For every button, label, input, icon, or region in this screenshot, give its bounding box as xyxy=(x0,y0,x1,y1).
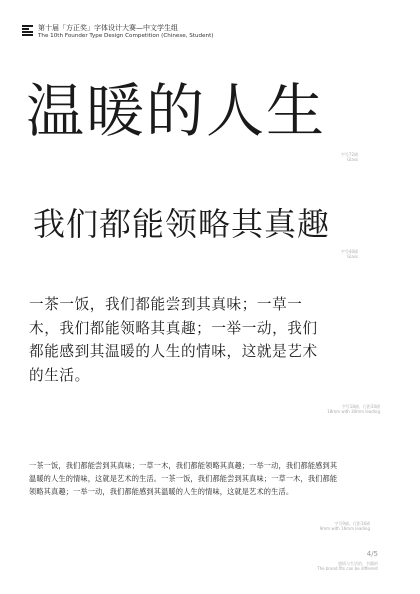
paragraph-large: 一茶一饭，我们都能尝到其真味；一草一木，我们都能领略其真趣；一举一动，我们都能感到其温暖的人生的情味，这就是艺术的生活。 xyxy=(29,296,318,384)
caption-paragraph-small: 字号9磅，行距16磅 9mm with 16mm leading xyxy=(319,521,370,532)
paragraph-small: 一茶一饭，我们都能尝到其真味；一草一木，我们都能领略其真趣；一举一动，我们都能感到其温暖的人生的情味，这就是艺术的生活。一茶一饭，我们都能尝到其真味；一草一木，我们都能领略其真趣；一举一动，我们都能感到其温暖的人生的情味，这就是艺术的生活。 xyxy=(29,461,338,497)
caption-title-size: 字号72磅 Glass xyxy=(340,152,358,163)
subtitle: 我们都能领略其真趣 xyxy=(33,205,331,243)
header-text xyxy=(38,24,213,40)
founder-logo-icon xyxy=(22,25,33,36)
footer-note: 感情与生活的，书籍的 The brand fits can be different xyxy=(317,561,378,572)
competition-header xyxy=(22,24,213,40)
main-title: 温暖的人生 xyxy=(26,77,327,145)
header-title-cn: 第十届「方正奖」字体设计大赛—中文学生组 xyxy=(38,24,178,32)
page-number: 4/5 xyxy=(366,550,378,558)
header-title-en: The 10th Founder Type Design Competition (Chinese, Student) xyxy=(38,32,214,39)
caption-paragraph-large: 字号18磅，行距30磅 18mm with 30mm leading xyxy=(327,404,380,415)
caption-subtitle-size: 字号40磅 Glass xyxy=(340,249,358,260)
